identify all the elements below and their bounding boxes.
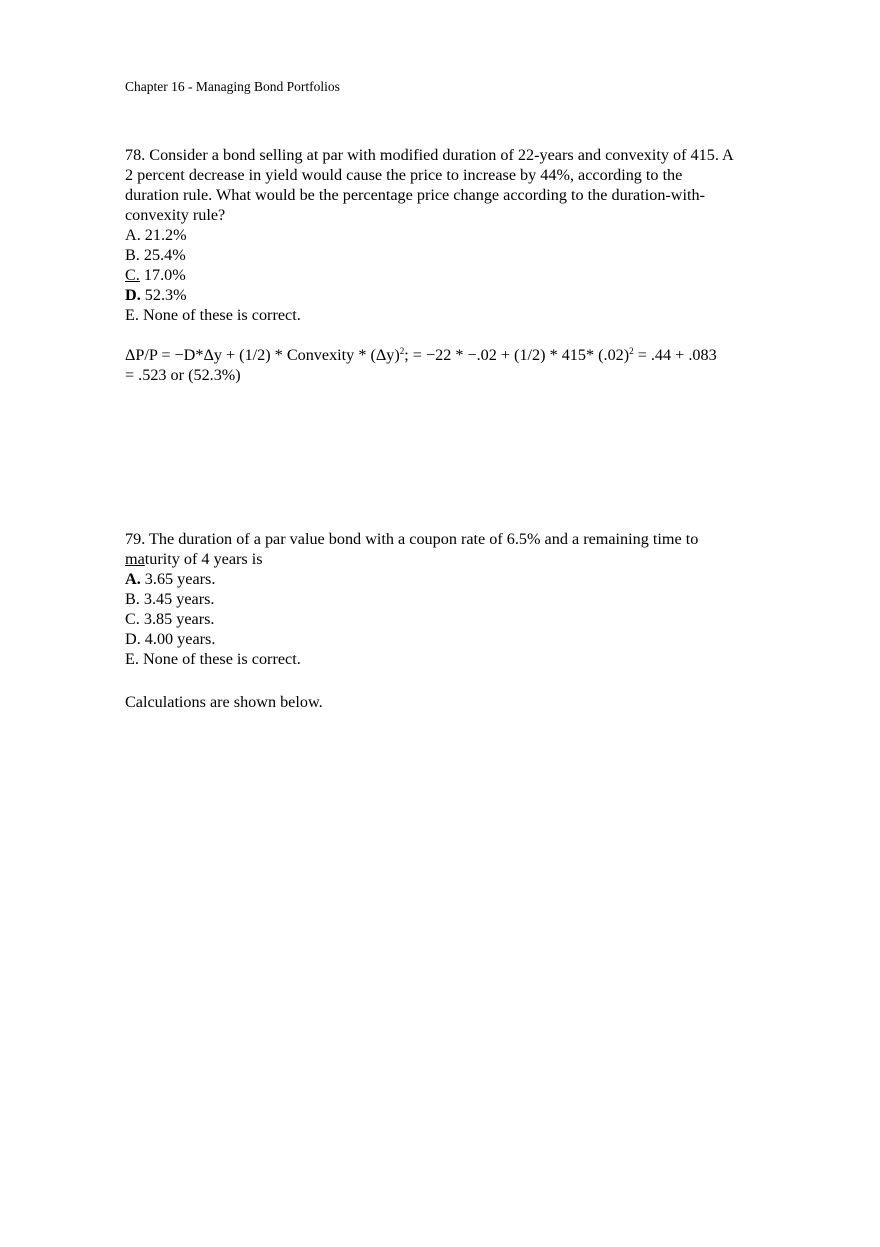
option-text: 52.3% bbox=[140, 286, 187, 304]
option-letter: D. bbox=[125, 630, 141, 648]
q78-explanation-line-1 bbox=[125, 345, 785, 365]
q78-option-b bbox=[125, 245, 785, 265]
superscript: 2 bbox=[399, 346, 405, 356]
option-letter: B. bbox=[125, 590, 140, 608]
option-letter: B. bbox=[125, 246, 140, 264]
option-letter: C. bbox=[125, 266, 140, 284]
option-text: 21.2% bbox=[140, 226, 187, 244]
q79-option-b bbox=[125, 589, 785, 609]
option-letter: A. bbox=[125, 570, 141, 588]
superscript: 2 bbox=[629, 346, 634, 356]
q78-explanation-line-2: = .523 or (52.3%) bbox=[125, 366, 241, 384]
option-text: 17.0% bbox=[139, 266, 186, 284]
formula-part-3: = .44 + .083 bbox=[633, 346, 717, 364]
stem-underlined-fragment: ma bbox=[125, 550, 145, 568]
formula-part-2: ; = −22 * −.02 + (1/2) * 415* (.02) bbox=[404, 346, 630, 364]
q79-option-e bbox=[125, 649, 785, 669]
option-letter: E. bbox=[125, 650, 139, 668]
q78-stem-line-4: convexity rule? bbox=[125, 206, 226, 224]
option-text: None of these is correct. bbox=[138, 306, 301, 324]
chapter-title: Chapter 16 - Managing Bond Portfolios bbox=[125, 79, 340, 94]
option-letter: C. bbox=[125, 610, 140, 628]
q79-option-d bbox=[125, 629, 785, 649]
stem-rest: turity of 4 years is bbox=[144, 550, 263, 568]
option-letter: A. bbox=[125, 226, 141, 244]
option-text: 3.85 years. bbox=[139, 610, 215, 628]
option-text: None of these is correct. bbox=[138, 650, 301, 668]
question-79 bbox=[125, 529, 785, 712]
page-header bbox=[125, 79, 340, 95]
option-text: 25.4% bbox=[139, 246, 186, 264]
q79-option-a-correct bbox=[125, 569, 785, 589]
q79-option-c bbox=[125, 609, 785, 629]
option-text: 3.65 years. bbox=[140, 570, 216, 588]
q78-option-d-correct bbox=[125, 285, 785, 305]
option-text: 3.45 years. bbox=[139, 590, 215, 608]
q78-stem-line-3: duration rule. What would be the percentage price change according to the duration-with- bbox=[125, 186, 705, 204]
option-text: 4.00 years. bbox=[140, 630, 216, 648]
q78-stem-line-1: 78. Consider a bond selling at par with modified duration of 22-years and convexity of 415. A bbox=[125, 146, 734, 164]
q78-option-e bbox=[125, 305, 785, 325]
q79-stem-line-1: 79. The duration of a par value bond with a coupon rate of 6.5% and a remaining time to bbox=[125, 530, 699, 548]
q79-note: Calculations are shown below. bbox=[125, 693, 323, 711]
q78-option-a bbox=[125, 225, 785, 245]
question-78 bbox=[125, 145, 785, 385]
q78-option-c bbox=[125, 265, 785, 285]
q79-stem-line-2 bbox=[125, 549, 785, 569]
formula-part-1: ΔP/P = −D*Δy + (1/2) * Convexity * (Δy) bbox=[125, 346, 400, 364]
option-letter: E. bbox=[125, 306, 139, 324]
q78-stem-line-2: 2 percent decrease in yield would cause the price to increase by 44%, according to the bbox=[125, 166, 683, 184]
option-letter: D. bbox=[125, 286, 141, 304]
